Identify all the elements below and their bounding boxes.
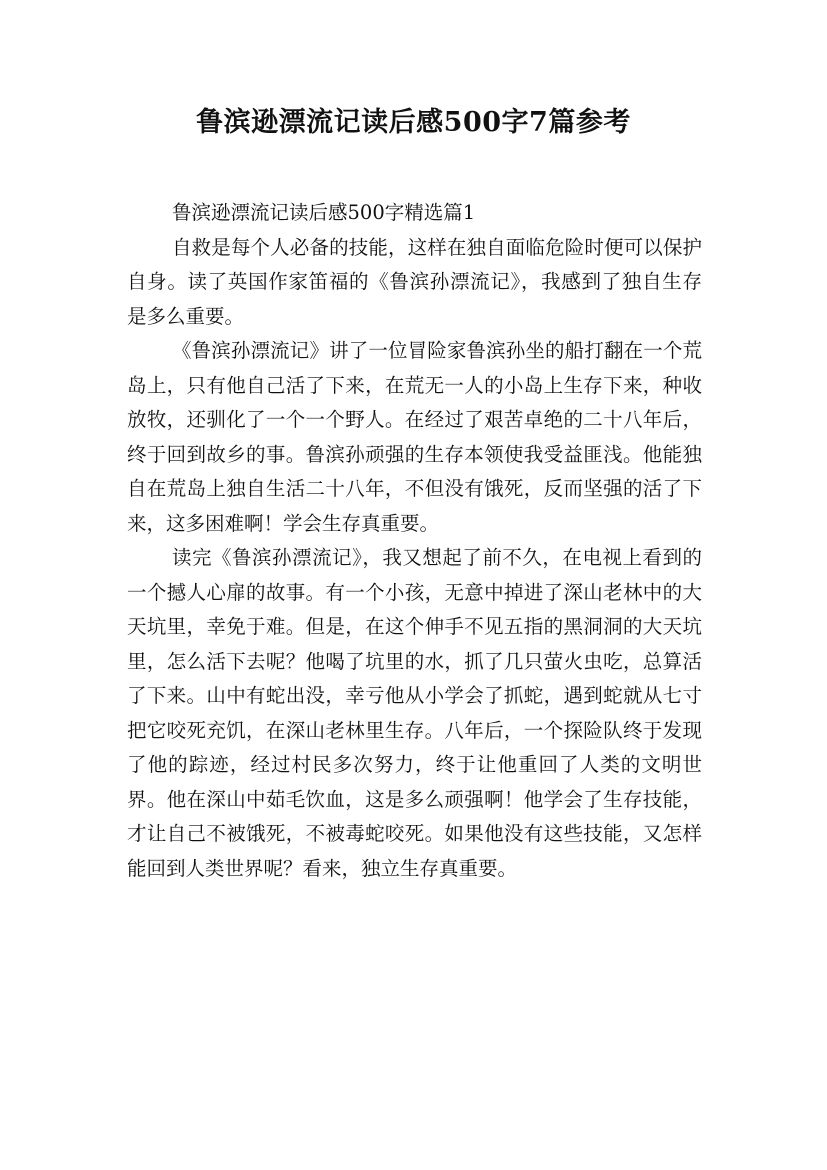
document-title: 鲁滨逊漂流记读后感500字7篇参考	[196, 107, 631, 138]
paragraph-1: 自救是每个人必备的技能，这样在独自面临危险时便可以保护自身。读了英国作家笛福的《鲁滨孙漂流记》，我感到了独自生存是多么重要。	[127, 235, 702, 328]
paragraph-2: 《鲁滨孙漂流记》讲了一位冒险家鲁滨孙坐的船打翻在一个荒岛上，只有他自己活了下来，在荒无一人的小岛上生存下来，种收放牧，还驯化了一个一个野人。在经过了艰苦卓绝的二十八年后，终于回到故乡的事。鲁滨孙顽强的生存本领使我受益匪浅。他能独自在荒岛上独自生活二十八年，不但没有饿死，反而坚强的活了下来，这多困难啊！学会生存真重要。	[127, 339, 702, 535]
document-body	[127, 196, 702, 886]
paragraph-3: 读完《鲁滨孙漂流记》，我又想起了前不久，在电视上看到的一个撼人心扉的故事。有一个小孩，无意中掉进了深山老林中的大天坑里，幸免于难。但是，在这个伸手不见五指的黑洞洞的大天坑里，怎么活下去呢？他喝了坑里的水，抓了几只萤火虫吃，总算活了下来。山中有蛇出没，幸亏他从小学会了抓蛇，遇到蛇就从七寸把它咬死充饥，在深山老林里生存。八年后，一个探险队终于发现了他的踪迹，经过村民多次努力，终于让他重回了人类的文明世界。他在深山中茹毛饮血，这是多么顽强啊！他学会了生存技能，才让自己不被饿死，不被毒蛇咬死。如果他没有这些技能，又怎样能回到人类世界呢？看来，独立生存真重要。	[127, 546, 702, 880]
section-title: 鲁滨逊漂流记读后感500字精选篇1	[172, 201, 476, 224]
